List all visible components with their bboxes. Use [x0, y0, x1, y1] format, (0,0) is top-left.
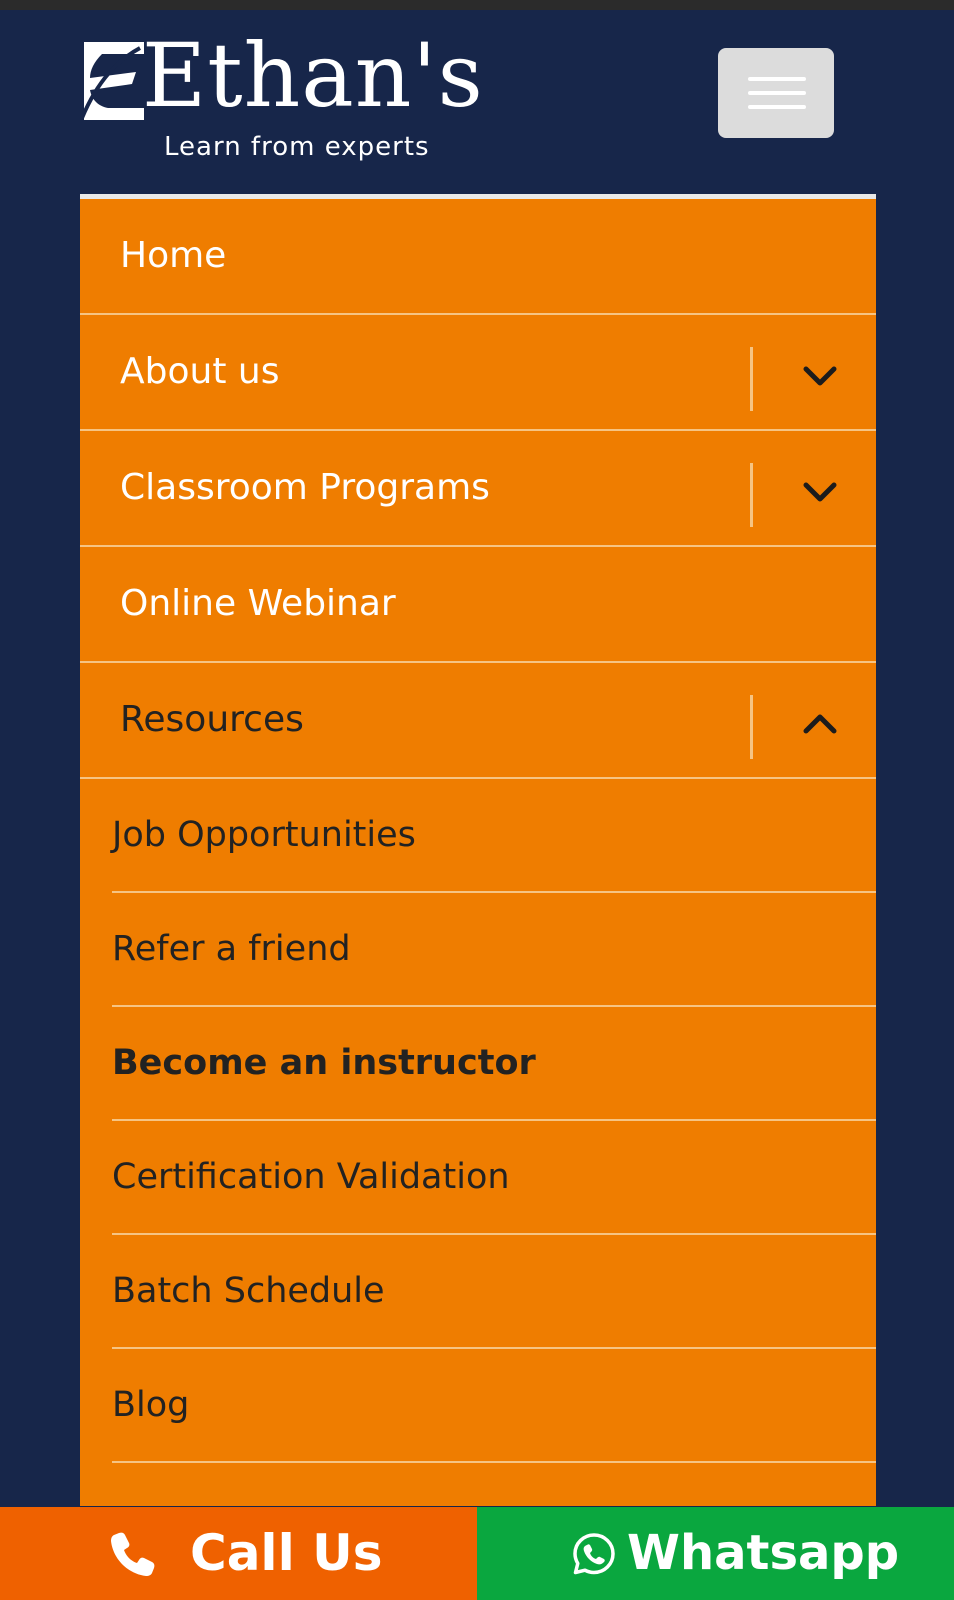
browser-top-strip: [0, 0, 954, 10]
chevron-down-icon: [790, 461, 850, 521]
submenu-item-label: Certification Validation: [112, 1157, 510, 1197]
submenu-toggle-about-us[interactable]: [750, 315, 876, 429]
submenu-item-label: Blog: [112, 1385, 190, 1425]
submenu-item-batch-schedule[interactable]: [112, 1235, 876, 1349]
menu-item-home[interactable]: [80, 199, 876, 315]
submenu-toggle-classroom-programs[interactable]: [750, 431, 876, 545]
chevron-up-icon: [790, 693, 850, 753]
call-us-label: Call Us: [190, 1524, 383, 1582]
menu-toggle-button[interactable]: [718, 48, 834, 138]
menu-item-label: Home: [120, 235, 227, 276]
menu-item-resources[interactable]: [80, 663, 876, 779]
sticky-contact-bar: [0, 1507, 954, 1600]
menu-item-label: Resources: [120, 699, 304, 740]
menu-item-about-us[interactable]: [80, 315, 876, 431]
chevron-down-icon: [790, 345, 850, 405]
toggle-divider: [750, 347, 753, 411]
submenu-item-job-opportunities[interactable]: [112, 779, 876, 893]
call-us-button[interactable]: [0, 1507, 477, 1600]
toggle-divider: [750, 463, 753, 527]
menu-item-label: Online Webinar: [120, 583, 396, 624]
whatsapp-button[interactable]: [477, 1507, 954, 1600]
submenu-item-become-an-instructor[interactable]: [112, 1007, 876, 1121]
submenu-item-label: Refer a friend: [112, 929, 351, 969]
menu-item-label: About us: [120, 351, 280, 392]
brand-tagline: Learn from experts: [164, 132, 430, 162]
whatsapp-label: Whatsapp: [627, 1525, 900, 1581]
brand-logo[interactable]: [78, 24, 484, 166]
submenu-toggle-resources[interactable]: [750, 663, 876, 777]
submenu-item-label: Batch Schedule: [112, 1271, 385, 1311]
menu-item-online-webinar[interactable]: [80, 547, 876, 663]
phone-icon: [108, 1529, 158, 1579]
submenu-item-certification-validation[interactable]: [112, 1121, 876, 1235]
submenu-item-label: Job Opportunities: [112, 815, 416, 855]
menu-item-label: Classroom Programs: [120, 467, 490, 508]
toggle-divider: [750, 695, 753, 759]
whatsapp-icon: [571, 1531, 617, 1577]
brand-name: Ethan's: [142, 24, 484, 127]
logo-mark-icon: [78, 40, 144, 122]
mobile-nav-menu: [80, 194, 876, 1506]
submenu-item-label: Become an instructor: [112, 1043, 536, 1083]
menu-item-classroom-programs[interactable]: [80, 431, 876, 547]
submenu-item-refer-a-friend[interactable]: [112, 893, 876, 1007]
submenu-item-blog[interactable]: [112, 1349, 876, 1463]
